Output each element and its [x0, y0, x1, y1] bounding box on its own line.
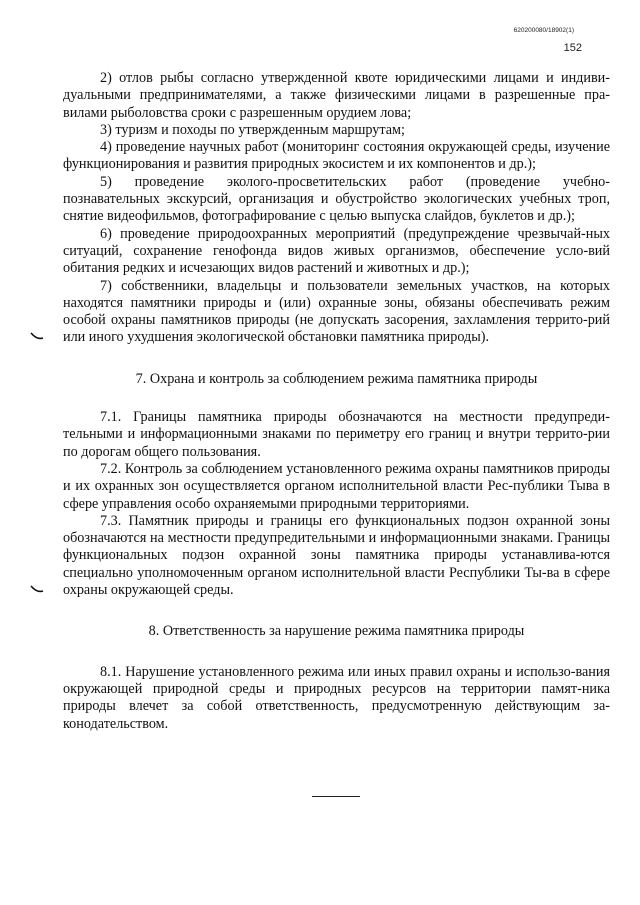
- list-item-education: 5) проведение эколого-просветительских работ (проведение учебно-познавательных экскурсий, организация и обустройство экологических учебных троп, снятие видеофильмов, фотографирование с целью выпуска слайдов, буклетов и др.);: [63, 173, 610, 225]
- list-item-protection: 6) проведение природоохранных мероприятий (предупреждение чрезвычай-ных ситуаций, сохранение генофонда видов живых организмов, обеспечение усло-вий обитания редких и исчезающих видов растений и животных и др.);: [63, 225, 610, 277]
- binder-hole-mark-upper: [30, 332, 44, 340]
- list-item-fishing: 2) отлов рыбы согласно утвержденной квоте юридическими лицами и индиви-дуальными предпринимателями, а также физическими лицами в разрешенные пра-вилами рыболовства сроки с разрешенным орудием лова;: [63, 70, 610, 121]
- document-body: [63, 70, 610, 733]
- list-item-owners: 7) собственники, владельцы и пользователи земельных участков, на которых находятся памятники природы и (или) охранные зоны, обязаны обеспечивать режим особой охраны памятников природы (не допускать засорения, захламления террито-рий или иного ухудшения экологической обстановки памятника природы).: [63, 277, 610, 346]
- page-number: 152: [563, 42, 582, 54]
- paragraph-7-1: 7.1. Границы памятника природы обозначаются на местности предупреди-тельными и информационными знаками по периметру его границ и внутри террито-рии по дорогам общего пользования.: [63, 409, 610, 460]
- list-item-research: 4) проведение научных работ (мониторинг состояния окружающей среды, изучение функционирования и развития природных экосистем и их компонентов и др.);: [63, 139, 610, 173]
- list-item-tourism: 3) туризм и походы по утвержденным маршрутам;: [100, 121, 405, 138]
- binder-hole-mark-lower: [30, 585, 44, 593]
- paragraph-7-3: 7.3. Памятник природы и границы его функциональных подзон охранной зоны обозначаются на местности предупредительными и информационными знаками. Границы функциональных подзон охранной зоны памятника природы устанавлива-ются специально уполномоченным органом исполнительной власти Республики Ты-ва в сфере охраны окружающей среды.: [63, 512, 610, 599]
- document-id: 620200080/18902(1): [513, 27, 574, 34]
- section-7-heading: 7. Охрана и контроль за соблюдением режима памятника природы: [135, 370, 538, 387]
- section-8-heading: 8. Ответственность за нарушение режима памятника природы: [148, 623, 525, 640]
- paragraph-8-1: 8.1. Нарушение установленного режима или иных правил охраны и использо-вания окружающей природной среды и природных ресурсов на территории памят-ника природы влечет за собой ответственность, предусмотренную действующим за-конодательством.: [63, 663, 610, 732]
- end-of-text-rule: [312, 796, 360, 797]
- paragraph-7-2: 7.2. Контроль за соблюдением установленного режима охраны памятников природы и их охранных зон осуществляется органом исполнительной власти Рес-публики Тыва в сфере управления особо охраняемыми природными территориями.: [63, 460, 610, 512]
